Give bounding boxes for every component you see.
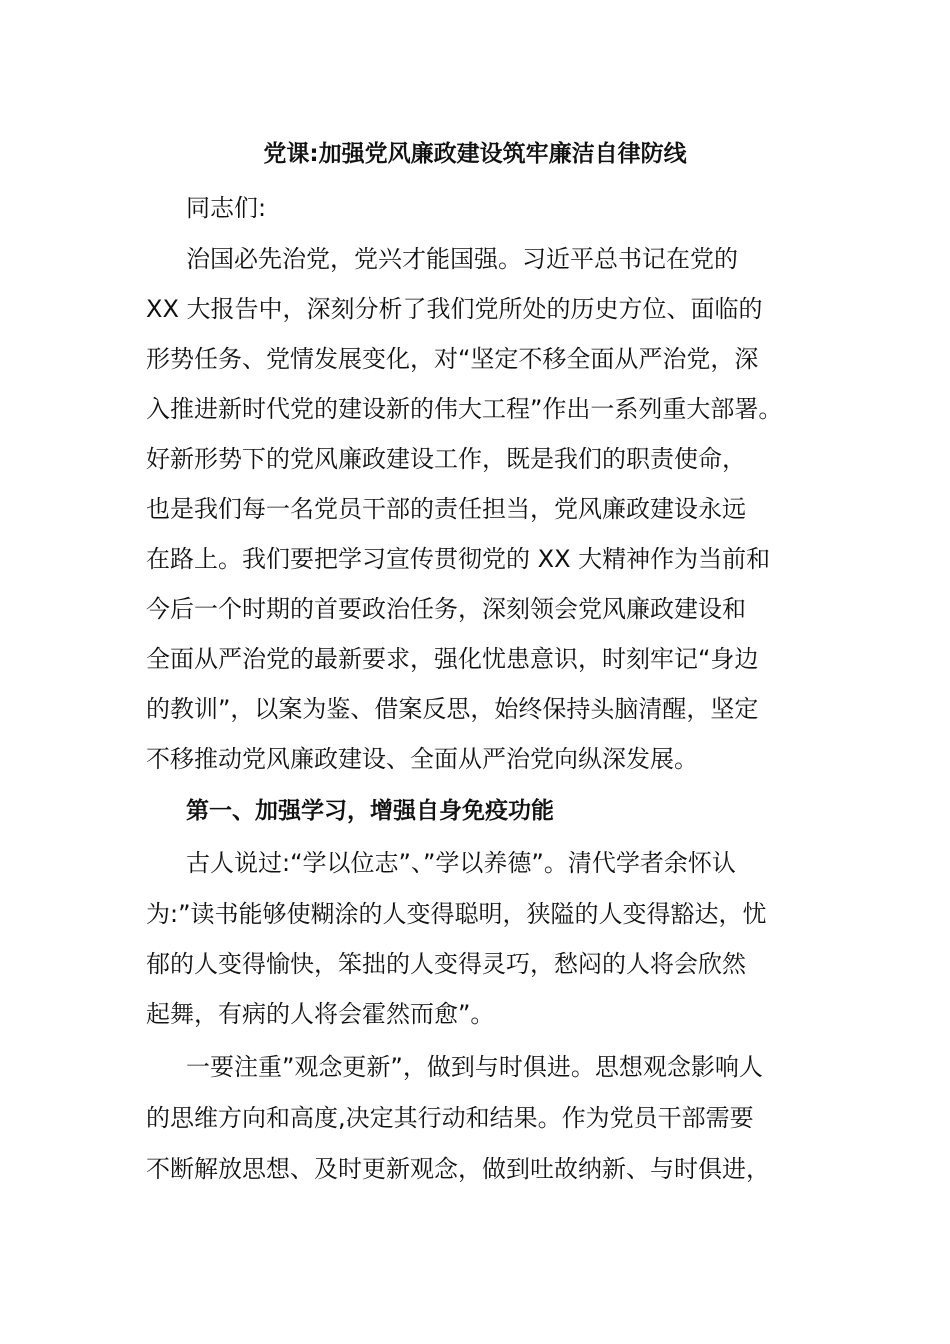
paragraph-line: 不移推动党风廉政建设、全面从严治党向纵深发展。 [146,745,698,773]
paragraph-line: 一要注重”观念更新”，做到与时俱进。思想观念影响人 [186,1053,763,1081]
paragraph-line: 古人说过:“学以位志”、”学以养德”。清代学者余怀认 [186,849,736,877]
paragraph-line: 也是我们每一名党员干部的责任担当，党风廉政建设永远 [146,495,746,523]
paragraph-line: 的教训”，以案为鉴、借案反思，始终保持头脑清醒，坚定 [146,695,759,723]
paragraph-line: 全面从严治党的最新要求，强化忧患意识，时刻牢记“身边 [146,645,759,673]
paragraph-line: 为:”读书能够使糊涂的人变得聪明，狭隘的人变得豁达，忧 [146,900,767,928]
paragraph-line: 在路上。我们要把学习宣传贯彻党的 XX 大精神作为当前和 [146,545,771,573]
paragraph-line: 形势任务、党情发展变化，对“坚定不移全面从严治党，深 [146,345,759,373]
paragraph-line: XX 大报告中，深刻分析了我们党所处的历史方位、面临的 [146,295,763,323]
paragraph-line: 起舞，有病的人将会霍然而愈”。 [146,1000,495,1028]
paragraph-line: 的思维方向和高度,决定其行动和结果。作为党员干部需要 [146,1104,754,1132]
paragraph-line: 治国必先治党，党兴才能国强。习近平总书记在党的 [186,245,738,273]
paragraph-line: 不断解放思想、及时更新观念，做到吐故纳新、与时俱进， [146,1155,770,1183]
paragraph-line: 入推进新时代党的建设新的伟大工程”作出一系列重大部署。 [146,395,783,423]
paragraph-line: 好新形势下的党风廉政建设工作，既是我们的职责使命， [146,445,746,473]
document-title: 党课:加强党风廉政建设筑牢廉洁自律防线 [263,141,687,167]
paragraph-line: 今后一个时期的首要政治任务，深刻领会党风廉政建设和 [146,595,746,623]
section-heading: 第一、加强学习，增强自身免疫功能 [186,798,554,824]
salutation: 同志们: [186,194,267,222]
paragraph-line: 郁的人变得愉快，笨拙的人变得灵巧，愁闷的人将会欣然 [146,950,746,978]
